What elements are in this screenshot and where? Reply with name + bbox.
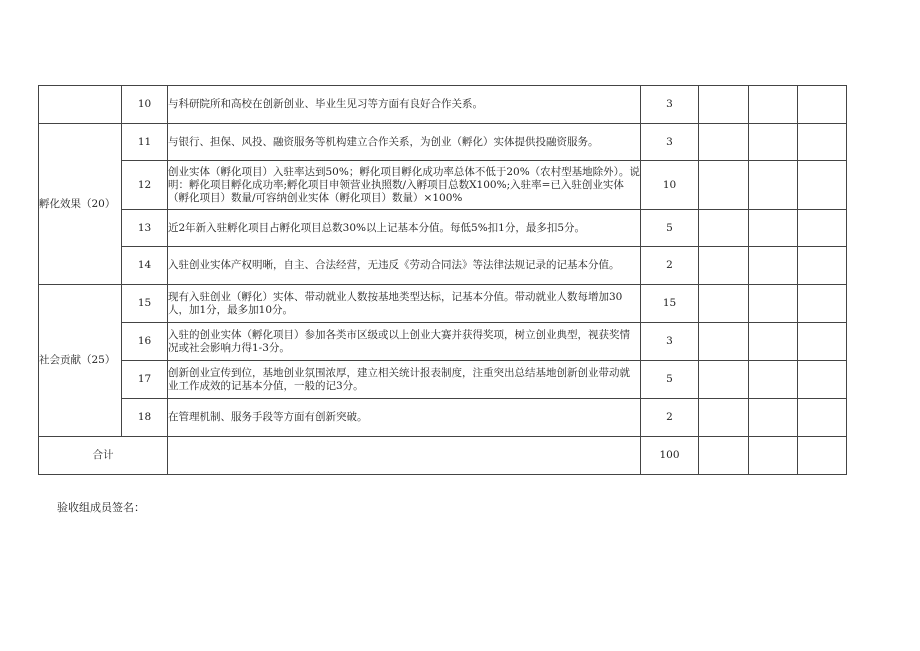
score-cell-3 <box>798 285 847 323</box>
category-cell-blank <box>39 86 122 124</box>
score-cell-1 <box>699 399 749 437</box>
score-cell-2 <box>749 124 798 161</box>
item-content: 与银行、担保、风投、融资服务等机构建立合作关系，为创业（孵化）实体提供投融资服务。 <box>168 124 641 161</box>
item-content: 创业实体（孵化项目）入驻率达到50%；孵化项目孵化成功率总体不低于20%（农村型基地除外）。说明：孵化项目孵化成功率;孵化项目申领营业执照数/入孵项目总数X100%;入驻率=已入驻创业实体（孵化项目）数量/可容纳创业实体（孵化项目）数量）×100% <box>168 161 641 210</box>
score-cell-1 <box>699 285 749 323</box>
item-content: 入驻创业实体产权明晰，自主、合法经营，无违反《劳动合同法》等法律法规记录的记基本分值。 <box>168 247 641 285</box>
evaluation-table <box>38 85 847 475</box>
score-cell-1 <box>699 247 749 285</box>
table-row <box>39 323 847 361</box>
table-row <box>39 161 847 210</box>
total-label: 合计 <box>39 437 168 475</box>
total-content <box>168 437 641 475</box>
item-score: 3 <box>641 323 699 361</box>
item-score: 5 <box>641 210 699 247</box>
item-score: 2 <box>641 399 699 437</box>
table-row <box>39 361 847 399</box>
item-score: 3 <box>641 86 699 124</box>
score-cell-3 <box>798 361 847 399</box>
score-cell-3 <box>798 124 847 161</box>
item-number: 14 <box>122 247 168 285</box>
item-content: 在管理机制、服务手段等方面有创新突破。 <box>168 399 641 437</box>
score-cell-3 <box>798 399 847 437</box>
score-cell-3 <box>798 247 847 285</box>
item-number: 11 <box>122 124 168 161</box>
score-cell-1 <box>699 437 749 475</box>
item-number: 17 <box>122 361 168 399</box>
item-score: 3 <box>641 124 699 161</box>
table-row <box>39 124 847 161</box>
table-row <box>39 86 847 124</box>
score-cell-2 <box>749 247 798 285</box>
score-cell-1 <box>699 86 749 124</box>
score-cell-2 <box>749 437 798 475</box>
category-social: 社会贡献（25） <box>39 285 122 437</box>
score-cell-2 <box>749 210 798 247</box>
table-row <box>39 399 847 437</box>
item-number: 16 <box>122 323 168 361</box>
item-score: 5 <box>641 361 699 399</box>
score-cell-1 <box>699 124 749 161</box>
score-cell-1 <box>699 361 749 399</box>
total-score: 100 <box>641 437 699 475</box>
item-number: 12 <box>122 161 168 210</box>
item-number: 13 <box>122 210 168 247</box>
signature-label: 验收组成员签名： <box>57 501 145 514</box>
table-row <box>39 210 847 247</box>
item-number: 10 <box>122 86 168 124</box>
score-cell-2 <box>749 86 798 124</box>
item-number: 18 <box>122 399 168 437</box>
score-cell-1 <box>699 323 749 361</box>
table-row <box>39 247 847 285</box>
item-content: 创新创业宣传到位，基地创业氛围浓厚，建立相关统计报表制度，注重突出总结基地创新创业带动就业工作成效的记基本分值，一般的记3分。 <box>168 361 641 399</box>
item-score: 15 <box>641 285 699 323</box>
category-incubation: 孵化效果（20） <box>39 124 122 285</box>
score-cell-3 <box>798 437 847 475</box>
score-cell-3 <box>798 161 847 210</box>
table-row <box>39 285 847 323</box>
score-cell-3 <box>798 210 847 247</box>
score-cell-3 <box>798 323 847 361</box>
item-content: 入驻的创业实体（孵化项目）参加各类市区级或以上创业大赛并获得奖项，树立创业典型，视获奖情况或社会影响力得1-3分。 <box>168 323 641 361</box>
score-cell-2 <box>749 323 798 361</box>
score-cell-2 <box>749 361 798 399</box>
score-cell-1 <box>699 210 749 247</box>
item-number: 15 <box>122 285 168 323</box>
item-score: 2 <box>641 247 699 285</box>
score-cell-2 <box>749 399 798 437</box>
item-score: 10 <box>641 161 699 210</box>
item-content: 与科研院所和高校在创新创业、毕业生见习等方面有良好合作关系。 <box>168 86 641 124</box>
item-content: 现有入驻创业（孵化）实体、带动就业人数按基地类型达标，记基本分值。带动就业人数每增加30人，加1分，最多加10分。 <box>168 285 641 323</box>
score-cell-2 <box>749 285 798 323</box>
item-content: 近2年新入驻孵化项目占孵化项目总数30%以上记基本分值。每低5%扣1分，最多扣5分。 <box>168 210 641 247</box>
score-cell-2 <box>749 161 798 210</box>
score-cell-1 <box>699 161 749 210</box>
score-cell-3 <box>798 86 847 124</box>
total-row <box>39 437 847 475</box>
